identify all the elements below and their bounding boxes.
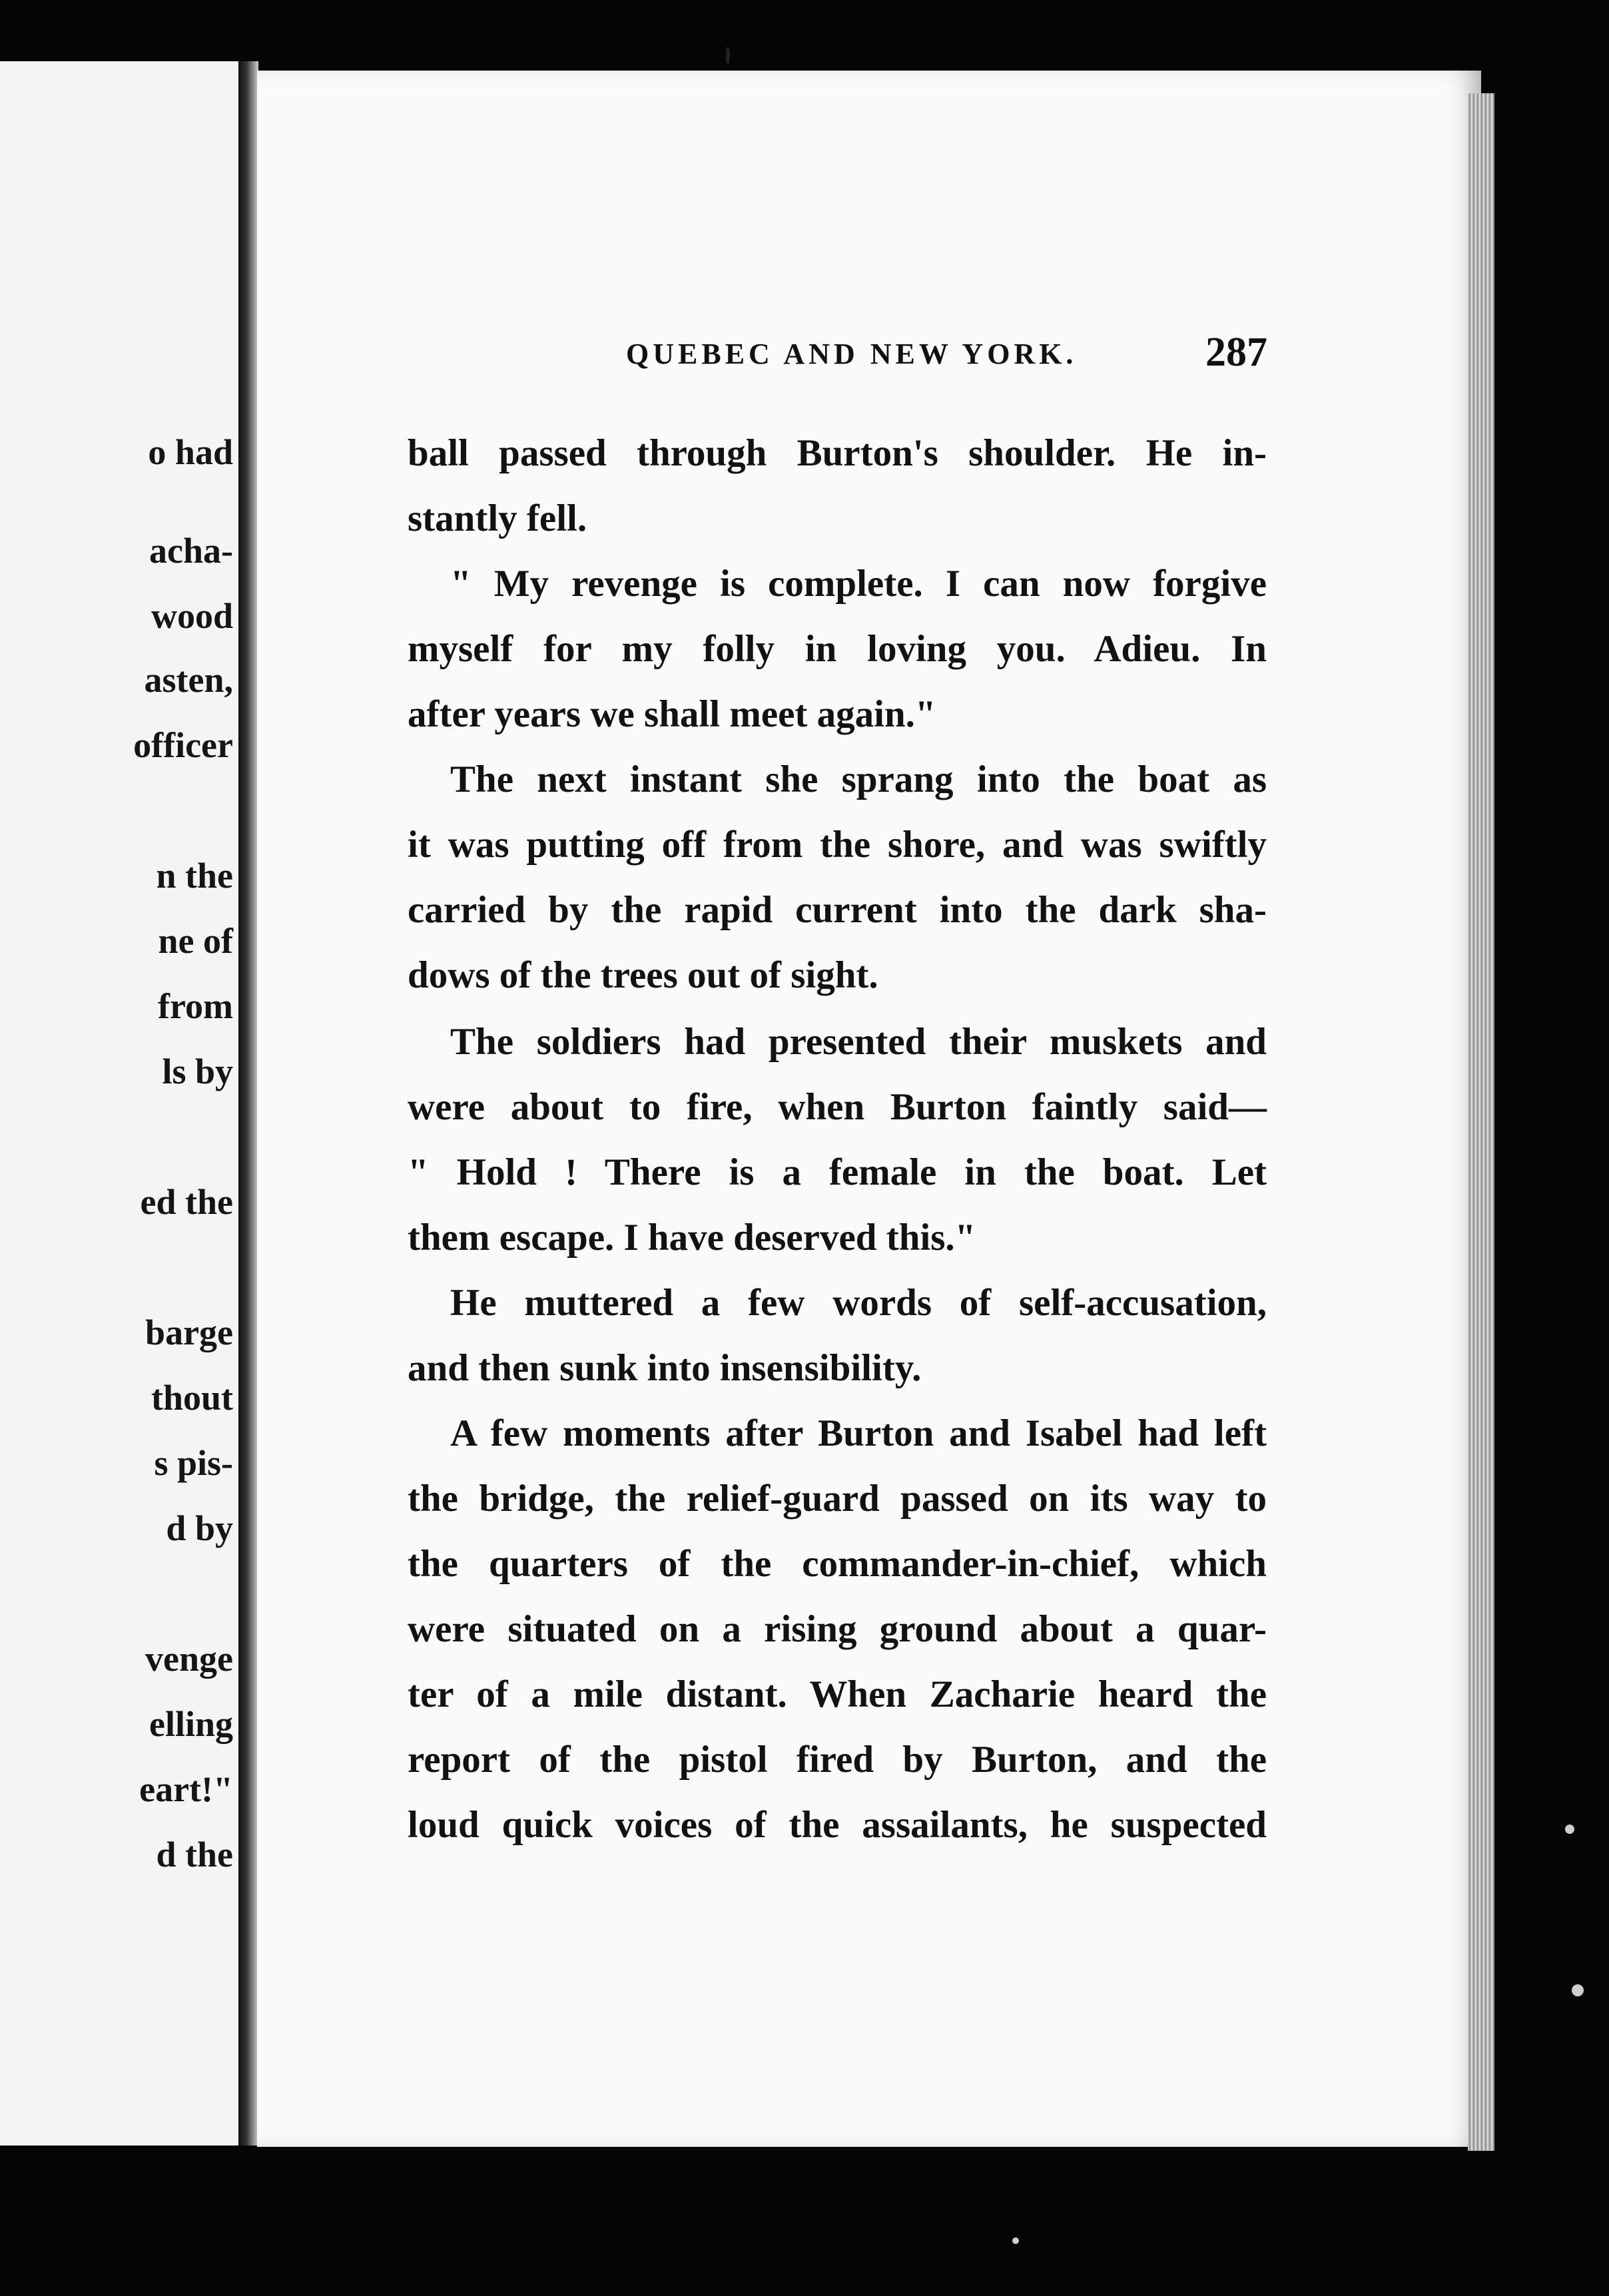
body-line: and then sunk into insensibility. — [408, 1347, 922, 1389]
previous-page-fragment — [0, 61, 242, 2146]
scan-speck — [1565, 1825, 1574, 1834]
body-line: were situated on a rising ground about a quar- — [408, 1608, 1267, 1650]
body-line: He muttered a few words of self-accusation, — [450, 1282, 1267, 1324]
page-number: 287 — [1205, 330, 1267, 375]
body-line: were about to fire, when Burton faintly said— — [408, 1086, 1267, 1128]
body-line: the bridge, the relief-guard passed on its way to — [408, 1478, 1267, 1520]
body-line: after years we shall meet again." — [408, 693, 936, 735]
page-edge-shading — [1468, 93, 1494, 2151]
body-line: The soldiers had presented their muskets and — [450, 1021, 1267, 1063]
body-line: the quarters of the commander-in-chief, which — [408, 1543, 1267, 1585]
left-line-fragment: d the — [156, 1835, 233, 1874]
scan-speck — [726, 47, 730, 64]
left-line-fragment: ne of — [158, 921, 233, 961]
book-gutter — [238, 61, 258, 2146]
body-line: ball passed through Burton's shoulder. He in- — [408, 432, 1267, 474]
body-line: ter of a mile distant. When Zacharie heard the — [408, 1673, 1267, 1715]
left-line-fragment: d by — [166, 1508, 233, 1548]
body-line: myself for my folly in loving you. Adieu. In — [408, 628, 1267, 670]
body-line: stantly fell. — [408, 497, 587, 539]
running-header: QUEBEC AND NEW YORK. — [626, 338, 1078, 370]
body-line: " My revenge is complete. I can now forgive — [450, 563, 1267, 605]
left-line-fragment: thout — [151, 1378, 233, 1418]
body-line: " Hold ! There is a female in the boat. Let — [408, 1151, 1267, 1193]
scan-speck — [1572, 1984, 1584, 1996]
scan-speck — [1012, 2237, 1019, 2244]
body-line: report of the pistol fired by Burton, and the — [408, 1739, 1267, 1781]
left-line-fragment: elling — [149, 1704, 233, 1744]
left-line-fragment: eart!" — [139, 1769, 233, 1809]
body-line: carried by the rapid current into the dark sha- — [408, 889, 1267, 931]
left-line-fragment: ed the — [140, 1182, 233, 1222]
body-line: them escape. I have deserved this." — [408, 1217, 976, 1259]
body-line: loud quick voices of the assailants, he suspected — [408, 1804, 1267, 1846]
left-line-fragment: from — [158, 986, 233, 1026]
left-line-fragment: acha- — [149, 531, 233, 571]
left-line-fragment: venge — [145, 1639, 233, 1679]
left-line-fragment: asten, — [144, 660, 233, 700]
left-line-fragment: barge — [145, 1312, 233, 1352]
left-line-fragment: o had — [148, 432, 233, 472]
left-line-fragment: ls by — [162, 1051, 233, 1091]
left-line-fragment: officer — [133, 725, 233, 765]
body-line: The next instant she sprang into the boat as — [450, 758, 1267, 800]
left-line-fragment: n the — [156, 856, 233, 896]
left-line-fragment: wood — [151, 596, 233, 636]
left-line-fragment: s pis- — [154, 1443, 233, 1483]
body-line: dows of the trees out of sight. — [408, 954, 878, 996]
body-line: it was putting off from the shore, and was swiftly — [408, 824, 1267, 866]
body-line: A few moments after Burton and Isabel had left — [450, 1412, 1267, 1454]
